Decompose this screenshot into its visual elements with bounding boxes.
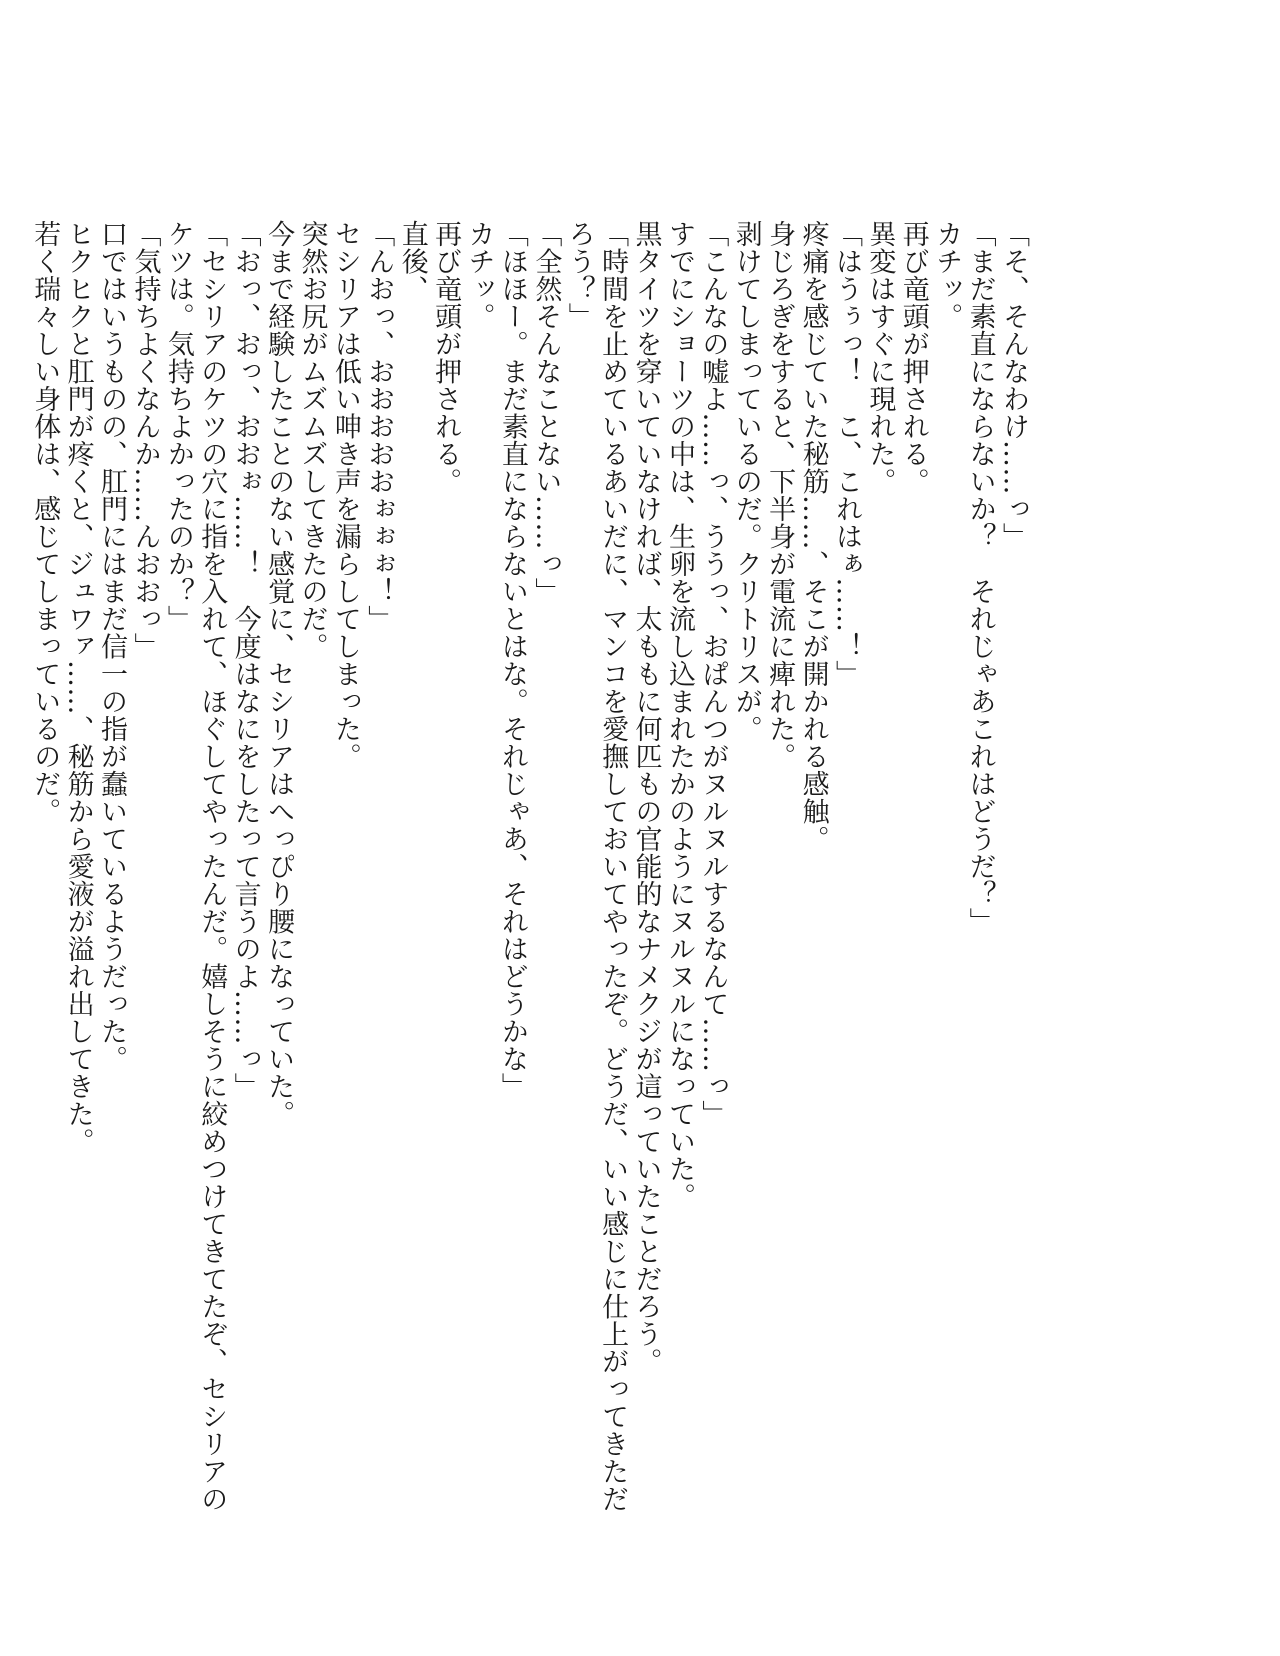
text-line: すでにショーツの中は、生卵を流し込まれたかのようにヌルヌルになっていた。 — [663, 220, 695, 1210]
text-line: 「時間を止めているあいだに、マンコを愛撫しておいてやったぞ。どうだ、いい感じに仕上がってきただろう？」 — [563, 220, 629, 1513]
text-line: 口ではいうものの、肛門にはまだ信一の指が蠢いているようだった。 — [96, 220, 128, 1073]
text-line: 若く瑞々しい身体は、感じてしまっているのだ。 — [29, 220, 61, 825]
text-line: 「こんなの嘘よ……っ、ううっ、おぱんつがヌルヌルするなんて……っ」 — [697, 220, 729, 1128]
text-line: 異変はすぐに現れた。 — [864, 220, 896, 495]
text-line: 身じろぎをすると、下半身が電流に痺れた。 — [764, 220, 796, 770]
text-line: 「気持ちよくなんか……んおおっ」 — [129, 220, 161, 660]
text-line: ヒクヒクと肛門が疼くと、ジュワァ……、秘筋から愛液が溢れ出してきた。 — [62, 220, 94, 1155]
text-line: セシリアは低い呻き声を漏らしてしまった。 — [329, 220, 361, 770]
text-line: 「全然そんなことない……っ」 — [530, 220, 562, 605]
text-line: 直後、 — [396, 220, 428, 303]
text-line: 再び竜頭が押される。 — [430, 220, 462, 495]
text-line: 「まだ素直にならないか？ それじゃあこれはどうだ？」 — [964, 220, 996, 935]
text-line: 再び竜頭が押される。 — [897, 220, 929, 495]
text-line: 「ほほー。まだ素直にならないとはな。それじゃあ、それはどうかな」 — [496, 220, 528, 1100]
text-line: カチッ。 — [463, 220, 495, 330]
vertical-text-block — [28, 220, 1030, 1520]
text-line: 「おっ、おっ、おおぉ……！ 今度はなにをしたって言うのよ……っ」 — [229, 220, 261, 1100]
text-line: 「はうぅっ！ こ、これはぁ……！」 — [830, 220, 862, 688]
text-line: 黒タイツを穿いていなければ、太ももに何匹もの官能的なナメクジが這っていたことだろう。 — [630, 220, 662, 1375]
text-line: 今まで経験したことのない感覚に、セシリアはへっぴり腰になっていた。 — [263, 220, 295, 1128]
text-line: 「んおっ、おおおおおぉぉぉ！」 — [363, 220, 395, 633]
text-line: 「セシリアのケツの穴に指を入れて、ほぐしてやったんだ。嬉しそうに絞めつけてきてたぞ、セシリアのケツは。気持ちよかったのか？」 — [162, 220, 228, 1513]
text-line: 疼痛を感じていた秘筋……、そこが開かれる感触。 — [797, 220, 829, 853]
text-line: 「そ、そんなわけ……っ」 — [998, 220, 1029, 550]
text-line: 剥けてしまっているのだ。クリトリスが。 — [730, 220, 762, 743]
text-line: 突然お尻がムズムズしてきたのだ。 — [296, 220, 328, 660]
text-line: カチッ。 — [931, 220, 963, 330]
